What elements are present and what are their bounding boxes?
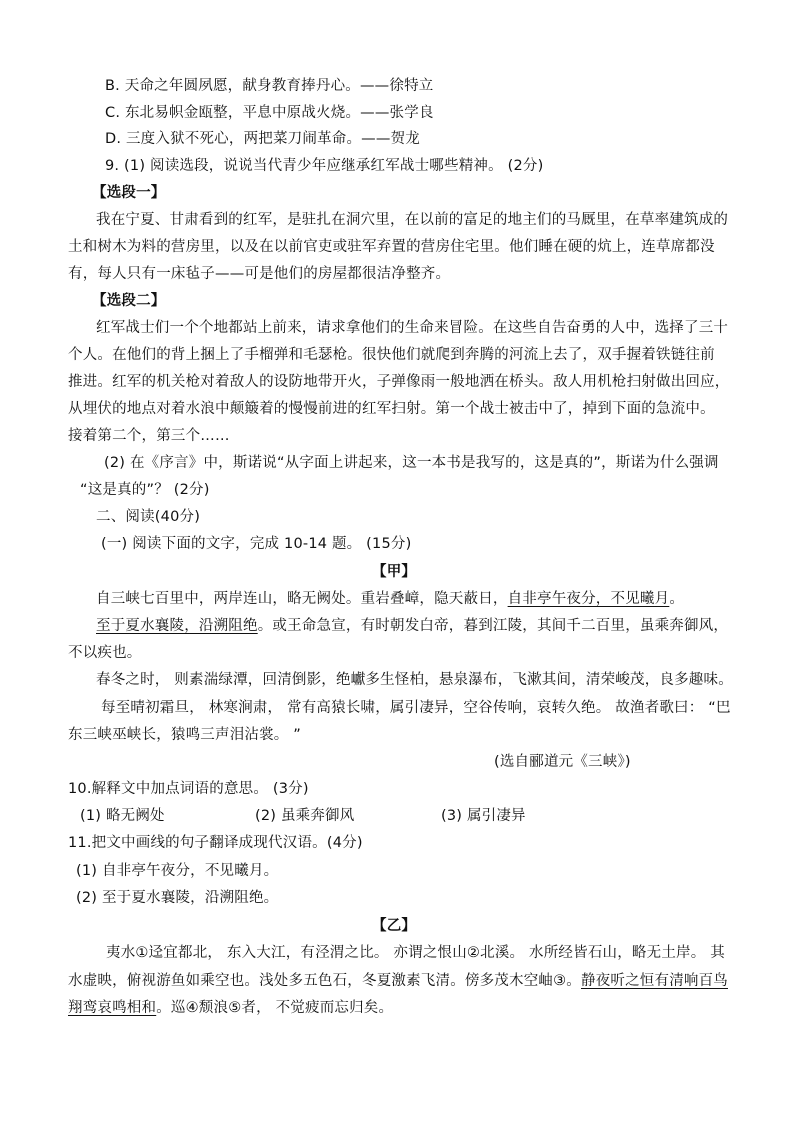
reading-instruction: (一) 阅读下面的文字，完成 10-14 题。 (15分) — [101, 536, 412, 552]
passage-yi-line — [68, 998, 393, 1018]
passage-jia-line — [96, 616, 728, 636]
question-11-item: (1) 自非亭午夜分，不见曦月。 — [76, 863, 279, 879]
underlined-sentence: 自非亭午夜分，不见曦月 — [507, 591, 670, 607]
excerpt-2-line: 从埋伏的地点对着水浪中颠簸着的慢慢前进的红军扫射。第一个战士被击中了，掉到下面的急流中。 — [68, 401, 715, 417]
passage-text: 水虚映，俯视游鱼如乘空也。浅处多五色石，冬夏激素飞清。傍多茂木空岫③。 — [68, 973, 581, 989]
option-c: C. 东北易帜金瓯整，平息中原战火烧。——张学良 — [105, 105, 434, 121]
excerpt-1-title: 【选段一】 — [92, 185, 166, 201]
passage-jia-line — [96, 589, 684, 609]
question-10-item: (1) 略无阙处 — [80, 808, 165, 824]
excerpt-1-line: 有，每人只有一床毡子——可是他们的房屋都很洁净整齐。 — [68, 266, 451, 282]
passage-jia-line: 每至晴初霜旦， 林寒涧肃， 常有高猿长啸，属引凄异，空谷传响，哀转久绝。 故渔者歌曰： “巴 — [101, 700, 731, 716]
question-9-part1: 9. (1) 阅读选段，说说当代青少年应继承红军战士哪些精神。 (2分) — [105, 158, 544, 174]
underlined-sentence: 翔鸾哀鸣相和 — [68, 1000, 157, 1016]
passage-text: 。巡④颓浪⑤者， 不觉疲而忘归矣。 — [156, 1000, 394, 1016]
question-11-item: (2) 至于夏水襄陵，沿溯阻绝。 — [76, 890, 279, 906]
passage-source: (选自郦道元《三峡》) — [494, 754, 631, 770]
question-10-item: (2) 虽乘奔御风 — [255, 808, 355, 824]
passage-text: 自三峡七百里中，两岸连山，略无阙处。重岩叠嶂，隐天蔽日， — [96, 591, 508, 607]
excerpt-2-line: 接着第二个，第三个…… — [68, 428, 230, 444]
passage-jia-line: 不以疾也。 — [68, 645, 142, 661]
question-10-stem: 10.解释文中加点词语的意思。 (3分) — [68, 781, 309, 797]
passage-yi-title: 【乙】 — [372, 918, 417, 934]
excerpt-2-title: 【选段二】 — [92, 293, 166, 309]
underlined-sentence: 静夜听之恒有清响百鸟 — [581, 973, 728, 989]
question-11-stem: 11.把文中画线的句子翻译成现代汉语。(4分) — [68, 835, 363, 851]
excerpt-2-line: 个人。在他们的背上捆上了手榴弹和毛瑟枪。很快他们就爬到奔腾的河流上去了，双手握着铁链往前 — [68, 347, 715, 363]
passage-jia-line: 东三峡巫峡长，猿鸣三声泪沾裳。 ” — [68, 727, 302, 743]
option-d: D. 三度入狱不死心，两把菜刀闹革命。——贺龙 — [105, 131, 420, 147]
passage-jia-line: 春冬之时， 则素湍绿潭，回清倒影，绝巘多生怪柏，悬泉瀑布，飞漱其间，清荣峻茂，良多趣味。 — [96, 672, 733, 688]
passage-text: 。或王命急宣，有时朝发白帝，暮到江陵，其间千二百里，虽乘奔御风， — [257, 618, 729, 634]
section-title: 二、阅读(40分) — [96, 509, 201, 525]
passage-jia-title: 【甲】 — [372, 564, 417, 580]
passage-yi-line: 夷水①迳宜都北， 东入大江，有泾渭之比。 亦谓之恨山②北溪。 水所经皆石山，略无土岸。 其 — [106, 945, 725, 961]
excerpt-1-line: 土和树木为料的营房里，以及在以前官吏或驻军弃置的营房住宅里。他们睡在硬的炕上，连草席都没 — [68, 239, 715, 255]
underlined-sentence: 至于夏水襄陵，沿溯阻绝 — [96, 618, 258, 634]
question-9-part2: “这是真的”？ (2分) — [80, 482, 210, 498]
excerpt-1-line: 我在宁夏、甘肃看到的红军，是驻扎在洞穴里，在以前的富足的地主们的马厩里，在草率建筑成的 — [96, 212, 729, 228]
excerpt-2-line: 红军战士们一个个地都站上前来，请求拿他们的生命来冒险。在这些自告奋勇的人中，选择了三十 — [96, 320, 729, 336]
passage-yi-line — [68, 971, 728, 991]
option-b: B. 天命之年圆夙愿，献身教育捧丹心。——徐特立 — [105, 78, 434, 94]
excerpt-2-line: 推进。红军的机关枪对着敌人的设防地带开火，子弹像雨一般地洒在桥头。敌人用机枪扫射做出回应， — [68, 374, 730, 390]
question-10-item: (3) 属引凄异 — [441, 808, 526, 824]
question-9-part2: (2) 在《序言》中，斯诺说“从字面上讲起来，这一本书是我写的，这是真的”，斯诺为什么强调 — [104, 455, 719, 471]
passage-text: 。 — [669, 591, 685, 607]
